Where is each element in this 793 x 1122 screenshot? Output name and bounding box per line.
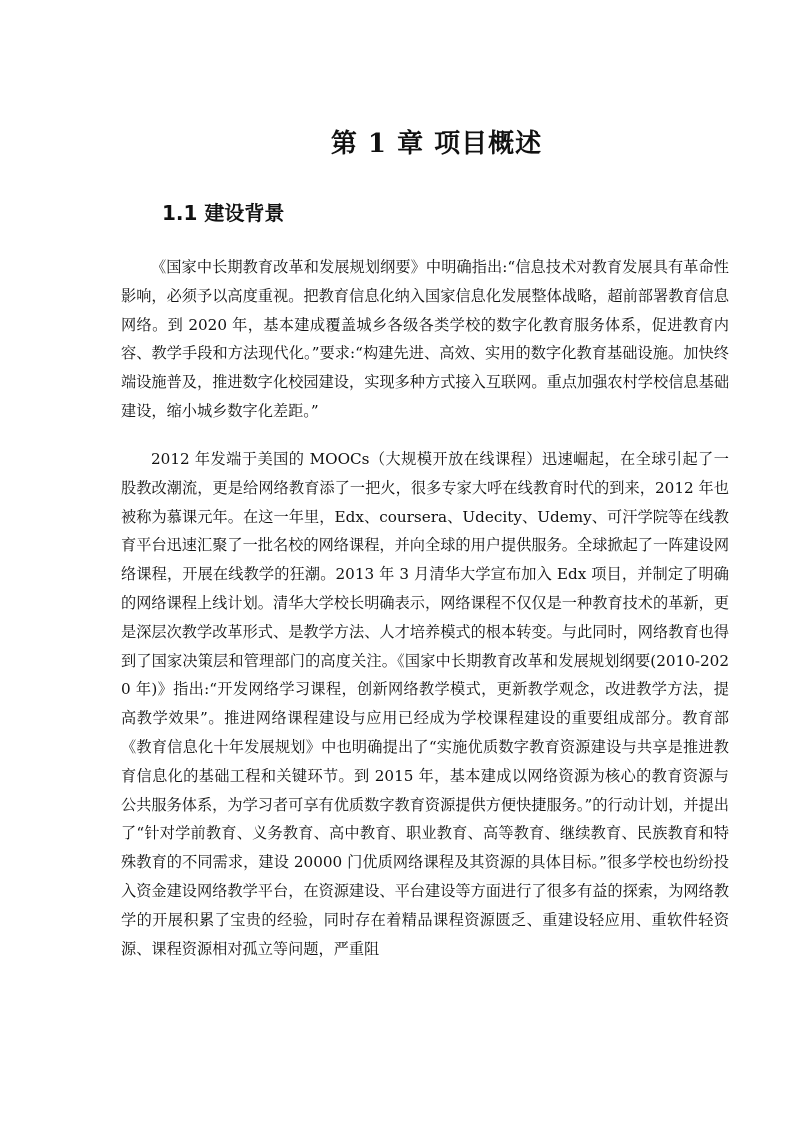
chapter-title: 第 1 章 项目概述 (330, 129, 543, 159)
paragraph: 2012 年发端于美国的 MOOCs（大规模开放在线课程）迅速崛起，在全球引起了一股教改潮流，更是给网络教育添了一把火，很多专家大呼在线教育时代的到来，2012 年也被称为慕课元年。在这一年里，Edx、coursera、Udecity、Udemy、可汗学院等在线教育平台迅速汇聚了一批名校的网络课程，并向全球的用户提供服务。全球掀起了一阵建设网络课程，开展在线教学的狂潮。2013 年 3 月清华大学宣布加入 Edx 项目，并制定了明确的网络课程上线计划。清华大学校长明确表示，网络课程不仅仅是一种教育技术的革新，更是深层次教学改革形式、是教学方法、人才培养模式的根本转变。与此同时，网络教育也得到了国家决策层和管理部门的高度关注。《国家中长期教育改革和发展规划纲要(2010-2020 年)》指出:“开发网络学习课程，创新网络教学模式，更新教学观念，改进教学方法，提高教学效果”。推进网络课程建设与应用已经成为学校课程建设的重要组成部分。教育部《教育信息化十年发展规划》中也明确提出了“实施优质数字教育资源建设与共享是推进教育信息化的基础工程和关键环节。到 2015 年，基本建成以网络资源为核心的教育资源与公共服务体系，为学习者可享有优质数字教育资源提供方便快捷服务。”的行动计划，并提出了“针对学前教育、义务教育、高中教育、职业教育、高等教育、继续教育、民族教育和特殊教育的不同需求，建设 20000 门优质网络课程及其资源的具体目标。”很多学校也纷纷投入资金建设网络教学平台，在资源建设、平台建设等方面进行了很多有益的探索，为网络教学的开展积累了宝贵的经验，同时存在着精品课程资源匮乏、重建设轻应用、重软件轻资源、课程资源相对孤立等问题，严重阻 (121, 450, 729, 958)
section-title: 1.1 建设背景 (162, 201, 285, 225)
paragraph: 《国家中长期教育改革和发展规划纲要》中明确指出:“信息技术对教育发展具有革命性影响，必须予以高度重视。把教育信息化纳入国家信息化发展整体战略，超前部署教育信息网络。到 2020 年，基本建成覆盖城乡各级各类学校的数字化教育服务体系，促进教育内容、教学手段和方法现代化。”要求:“构建先进、高效、实用的数字化教育基础设施。加快终端设施普及，推进数字化校园建设，实现多种方式接入互联网。重点加强农村学校信息基础建设，缩小城乡数字化差距。” (121, 258, 729, 420)
